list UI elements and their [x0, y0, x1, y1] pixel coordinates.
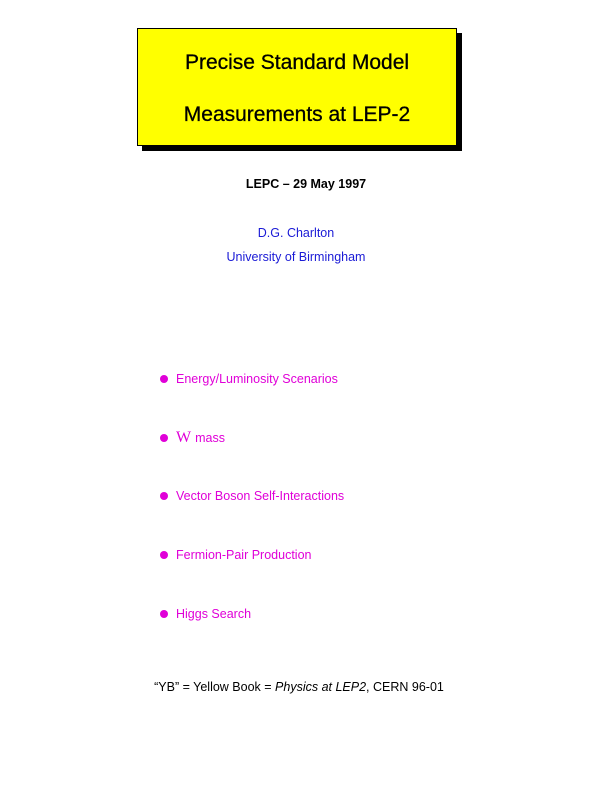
agenda-item-w-mass — [160, 428, 225, 448]
agenda-item-energy-luminosity — [160, 369, 338, 389]
agenda-item-label: Fermion-Pair Production — [176, 548, 312, 562]
reference-prefix: “YB” = Yellow Book = — [154, 680, 276, 694]
agenda-item-label: Higgs Search — [176, 607, 252, 621]
reference-note — [0, 680, 598, 694]
author-name: D.G. Charlton — [257, 226, 335, 240]
bullet-icon — [160, 434, 168, 442]
agenda-item-higgs-search — [160, 604, 251, 624]
author-institution: University of Birmingham — [226, 250, 366, 264]
title-line-1: Precise Standard Model — [184, 51, 410, 74]
title-line-2: Measurements at LEP-2 — [183, 103, 411, 126]
agenda-item-label: mass — [195, 431, 225, 445]
bullet-icon — [160, 375, 168, 383]
agenda-item-fermion-pair — [160, 545, 311, 565]
reference-book-title: Physics at LEP2 — [275, 680, 367, 694]
reference-suffix: , CERN 96-01 — [366, 680, 444, 694]
agenda-item-vector-boson — [160, 486, 344, 506]
title-box — [137, 28, 457, 146]
w-boson-symbol: W — [176, 429, 192, 446]
agenda-item-label: Energy/Luminosity Scenarios — [176, 372, 338, 386]
bullet-icon — [160, 551, 168, 559]
bullet-icon — [160, 492, 168, 500]
agenda-item-label: Vector Boson Self-Interactions — [176, 489, 345, 503]
bullet-icon — [160, 610, 168, 618]
event-date: LEPC – 29 May 1997 — [245, 177, 367, 191]
